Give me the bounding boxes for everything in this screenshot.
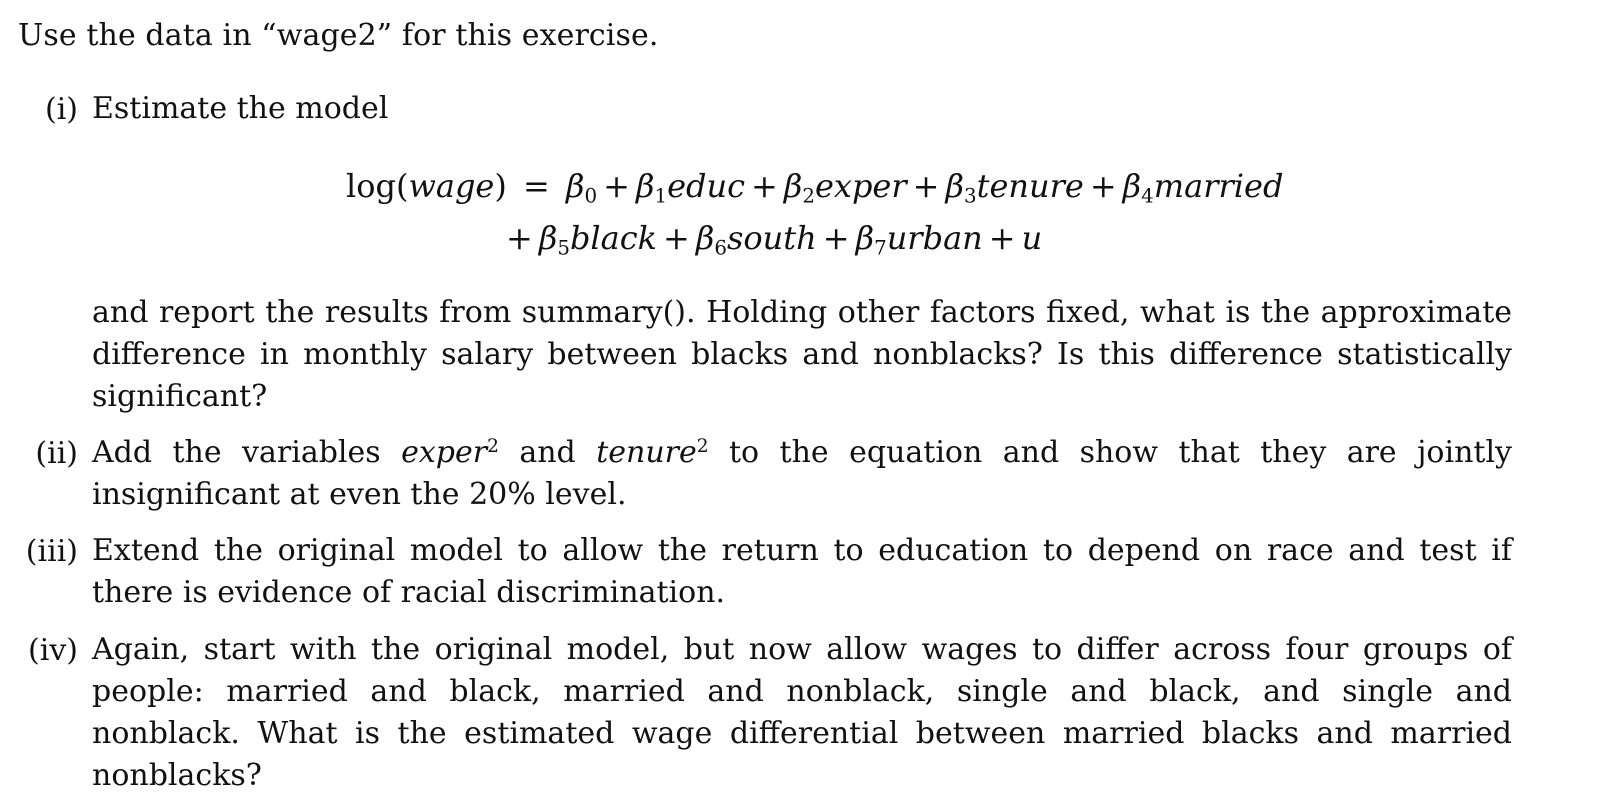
item-label-iv: (iv) [28,633,78,668]
item-label-iii: (iii) [25,534,78,569]
item-iv-text: Again, start with the original model, but now allow wages to differ across four groups of people: married and black, married and nonblack, single and black, and single and nonblack. What is the estimated wage differential between married blacks and married nonblacks? [92,632,1512,793]
intro-text: Use the data in “wage2” for this exercise. [18,18,659,53]
item-ii-text: Add the variables exper$^2$ and tenure$^2$ to the equation and show that they are jointly insignificant at even the 20% level. [92,435,1512,512]
equation-line-2: + $\beta_5black$ + $\beta_6south$ + $\beta_7urban + u$ [506,219,1043,260]
equation-lhs: log(wage) [346,167,507,205]
item-i-text: and report the results from summary(). Holding other factors fixed, what is the approximate difference in monthly salary between blacks and nonblacks? Is this difference statistically significant? [92,295,1512,414]
equation-line-1: log(wage) = $\beta_0$ + $\beta_1educ$ + $\beta_2exper$ + $\beta_3tenure$ + $\beta_4married$ [346,167,1284,208]
item-i-lead: Estimate the model [92,91,389,126]
item-iii-text: Extend the original model to allow the return to education to depend on race and test if there is evidence of racial discrimination. [92,533,1512,610]
item-label-i: (i) [44,92,78,127]
item-label-ii: (ii) [35,436,78,471]
